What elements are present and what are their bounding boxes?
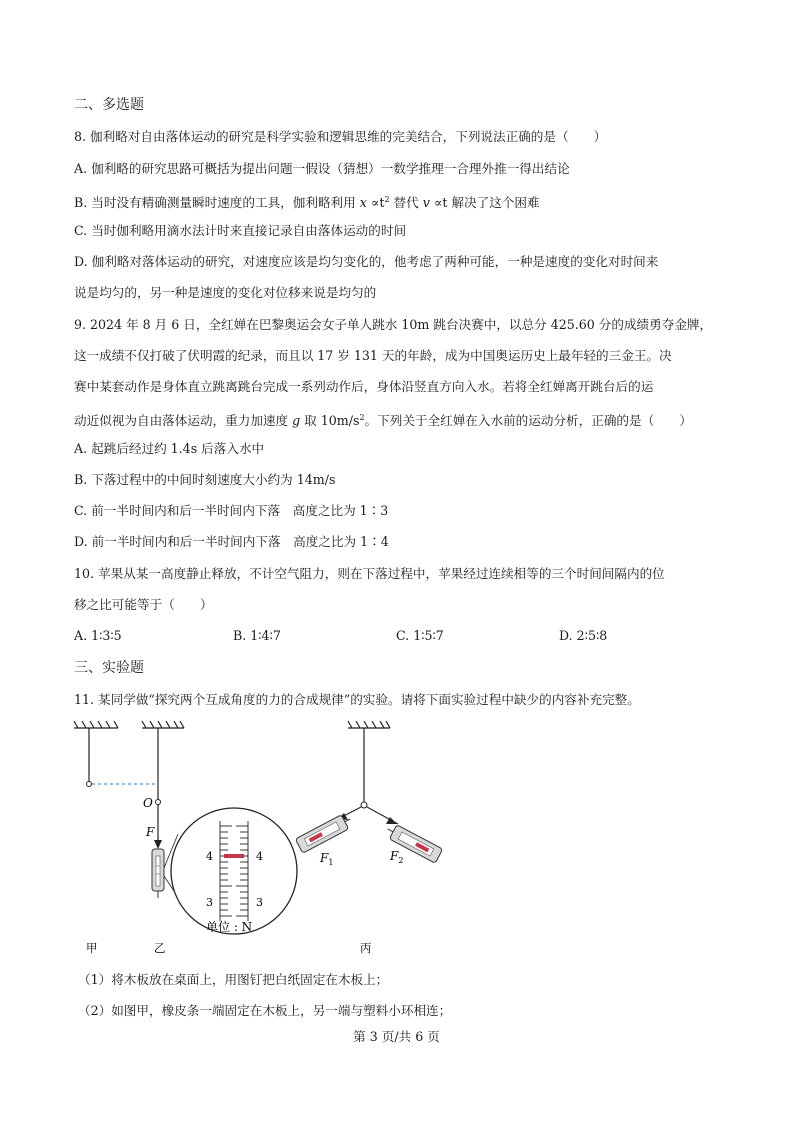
q9-stem-line2: 这一成绩不仅打破了伏明霞的纪录，而且以 17 岁 131 天的年龄，成为中国奥运历史上最年轻的三金王。决 [74, 348, 672, 363]
caption-yi: 乙 [154, 941, 166, 955]
label-F: F [146, 825, 155, 839]
q9-option-d: D. 前一半时间内和后一半时间内下落 高度之比为 1∶4 [74, 534, 389, 549]
q8-option-d-line2: 说是均匀的，另一种是速度的变化对位移来说是均匀的 [74, 285, 377, 300]
q9-option-b: B. 下落过程中的中间时刻速度大小约为 14m/s [74, 472, 336, 487]
scale-unit: 单位 : N [206, 920, 253, 934]
figure-bing-support [348, 721, 390, 802]
ring-bing [361, 802, 367, 808]
pointer-marker [224, 854, 244, 858]
q10-option-a: A. 1∶3∶5 [74, 628, 122, 643]
figure-yi-support [142, 721, 184, 799]
experiment-figure [60, 716, 480, 966]
q8-stem: 8. 伽利略对自由落体运动的研究是科学实验和逻辑思维的完美结合，下列说法正确的是（ ） [74, 129, 607, 144]
q11-step-2: （2）如图甲，橡皮条一端固定在木板上，另一端与塑料小环相连； [78, 1003, 452, 1018]
figure-jia-support [74, 721, 118, 782]
label-O: O [143, 796, 153, 810]
arrowhead-F [154, 840, 162, 849]
q10-option-b: B. 1∶4∶7 [233, 628, 281, 643]
q8-option-a: A. 伽利略的研究思路可概括为提出问题一假设（猜想）一数学推理一合理外推一得出结论 [74, 161, 570, 176]
q9-stem-line3: 赛中某套动作是身体直立跳离跳台完成一系列动作后，身体沿竖直方向入水。若将全红婵离开跳台后的运 [74, 379, 654, 394]
caption-jia: 甲 [86, 941, 98, 955]
q11-stem: 11. 某同学做“探究两个互成角度的力的合成规律”的实验。请将下面实验过程中缺少的内容补充完整。 [74, 692, 640, 707]
label-F2: $F_2$ [390, 849, 404, 865]
magnified-scale-circle [171, 808, 297, 934]
scale-label-3-right: 3 [256, 896, 263, 909]
ring-O [156, 800, 161, 805]
q10-stem-line1: 10. 苹果从某一高度静止释放，不计空气阻力，则在下落过程中，苹果经过连续相等的三个时间间隔内的位 [74, 566, 665, 581]
q10-option-d: D. 2∶5∶8 [559, 628, 608, 643]
scale-label-3-left: 3 [206, 896, 213, 909]
ring-jia [87, 782, 92, 787]
scale-label-4-right: 4 [256, 850, 263, 863]
section-title-experiment: 三、实验题 [74, 660, 144, 676]
caption-bing: 丙 [360, 941, 372, 955]
q11-step-1: （1）将木板放在桌面上，用图钉把白纸固定在木板上； [78, 972, 389, 987]
q10-stem-line2: 移之比可能等于（ ） [74, 597, 213, 612]
page-footer: 第 3 页/共 6 页 [353, 1029, 440, 1044]
q10-option-c: C. 1∶5∶7 [396, 628, 444, 643]
label-F1: $F_1$ [320, 851, 334, 867]
q8-option-c: C. 当时伽利略用滴水法计时来直接记录自由落体运动的时间 [74, 223, 407, 238]
q8-option-d-line1: D. 伽利略对落体运动的研究，对速度应该是均匀变化的，他考虑了两种可能，一种是速度的变化对时间来 [74, 254, 659, 269]
q8-option-b: B. 当时没有精确测量瞬时速度的工具，伽利略利用 $x \propto t^2$ 替代 v ∝t 解决了这个困难 [74, 195, 540, 211]
scale-label-4-left: 4 [206, 850, 213, 863]
q9-option-c: C. 前一半时间内和后一半时间内下落 高度之比为 1∶3 [74, 503, 389, 518]
spring-scale-yi [152, 849, 164, 898]
q9-stem-line1: 9. 2024 年 8 月 6 日，全红婵在巴黎奥运会女子单人跳水 10m 跳台决赛中，以总分 425.60 分的成绩勇夺金牌， [74, 317, 713, 332]
section-title-multiple-choice: 二、多选题 [74, 97, 144, 113]
q9-stem-line4: 动近似视为自由落体运动，重力加速度 g 取 $10m/s^2$。下列关于全红婵在入水前的运动分析，正确的是（ ） [74, 413, 692, 429]
q9-option-a: A. 起跳后经过约 1.4s 后落入水中 [74, 441, 265, 456]
